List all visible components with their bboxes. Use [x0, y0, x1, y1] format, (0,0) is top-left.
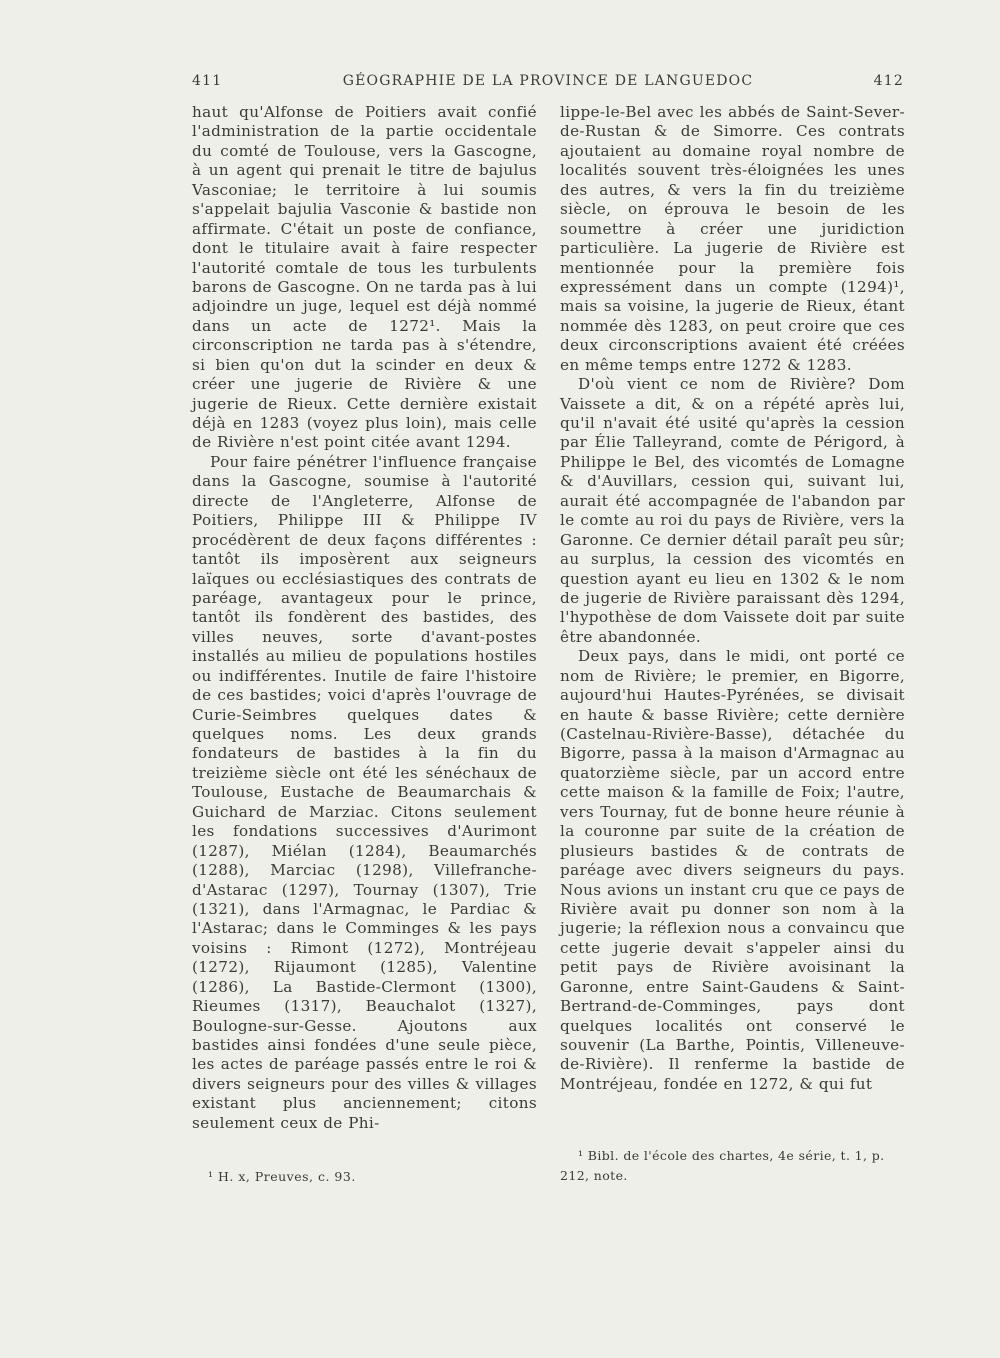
- running-title: GÉOGRAPHIE DE LA PROVINCE DE LANGUEDOC: [342, 73, 754, 89]
- right-footnote-text: ¹ Bibl. de l'école des chartes, 4e série, t. 1, p. 212, note.: [560, 1148, 885, 1183]
- page-number-right: 412: [873, 73, 904, 89]
- left-column: [192, 103, 537, 1133]
- right-footnote: [560, 1146, 905, 1186]
- left-paragraph-2: Pour faire pénétrer l'influence française dans la Gascogne, soumise à l'autorité directe de l'Angleterre, Alfonse de Poitiers, Philippe III & Philippe IV procédèrent de deux façons différentes : tantôt ils imposèrent aux seigneurs laïques ou ecclésiastiques des contrats de paréage, avantageux pour le prince, tantôt ils fondèrent des bastides, des villes neuves, sorte d'avant-postes installés au milieu de populations hostiles ou indifférentes. Inutile de faire l'histoire de ces bastides; voici d'après l'ouvrage de Curie-Seimbres quelques dates & quelques noms. Les deux grands fondateurs de bastides à la fin du treizième siècle ont été les sénéchaux de Toulouse, Eustache de Beaumarchais & Guichard de Marziac. Citons seulement les fondations successives d'Aurimont (1287), Miélan (1284), Beaumarchés (1288), Marciac (1298), Villefranche-d'Astarac (1297), Tournay (1307), Trie (1321), dans l'Armagnac, le Pardiac & l'Astarac; dans le Comminges & les pays voisins : Rimont (1272), Montréjeau (1272), Rijaumont (1285), Valentine (1286), La Bastide-Clermont (1300), Rieumes (1317), Beauchalot (1327), Boulogne-sur-Gesse. Ajoutons aux bastides ainsi fondées d'une seule pièce, les actes de paréage passés entre le roi & divers seigneurs pour des villes & villages existant plus anciennement; citons seulement ceux de Phi-: [192, 452, 537, 1132]
- right-paragraph-2: D'où vient ce nom de Rivière? Dom Vaissete a dit, & on a répété après lui, qu'il n'avait été usité qu'après la cession par Élie Talleyrand, comte de Périgord, à Philippe le Bel, des vicomtés de Lomagne & d'Auvillars, cession qui, suivant lui, aurait été accompagnée de l'abandon par le comte au roi du pays de Rivière, vers la Garonne. Ce dernier détail paraît peu sûr; au surplus, la cession des vicomtés en question ayant eu lieu en 1302 & le nom de jugerie de Rivière paraissant dès 1294, l'hypothèse de dom Vaissete doit par suite être abandonnée.: [560, 375, 905, 646]
- right-paragraph-1: lippe-le-Bel avec les abbés de Saint-Sever-de-Rustan & de Simorre. Ces contrats ajoutaient au domaine royal nombre de localités souvent très-éloignées les unes des autres, & vers la fin du treizième siècle, on éprouva le besoin de les soumettre à créer une juridiction particulière. La jugerie de Rivière est mentionnée pour la première fois expressément dans un compte (1294)¹, mais sa voisine, la jugerie de Rieux, étant nommée dès 1283, on peut croire que ces deux circonscriptions avaient été créées en même temps entre 1272 & 1283.: [560, 103, 905, 374]
- right-column: [560, 103, 905, 1094]
- left-footnote: ¹ H. x, Preuves, c. 93.: [208, 1169, 356, 1184]
- left-paragraph-1: haut qu'Alfonse de Poitiers avait confié l'administration de la partie occidentale du comté de Toulouse, vers la Gascogne, à un agent qui prenait le titre de bajulus Vasconiae; le territoire à lui soumis s'appelait bajulia Vasconie & bastide non affirmate. C'était un poste de confiance, dont le titulaire avait à faire respecter l'autorité comtale de tous les turbulents barons de Gascogne. On ne tarda pas à lui adjoindre un juge, lequel est déjà nommé dans un acte de 1272¹. Mais la circonscription ne tarda pas à s'étendre, si bien qu'on dut la scinder en deux & créer une jugerie de Rivière & une jugerie de Rieux. Cette dernière existait déjà en 1283 (voyez plus loin), mais celle de Rivière n'est point citée avant 1294.: [192, 103, 537, 452]
- right-paragraph-3: Deux pays, dans le midi, ont porté ce nom de Rivière; le premier, en Bigorre, aujourd'hui Hautes-Pyrénées, se divisait en haute & basse Rivière; cette dernière (Castelnau-Rivière-Basse), détachée du Bigorre, passa à la maison d'Armagnac au quatorzième siècle, par un accord entre cette maison & la famille de Foix; l'autre, vers Tournay, fut de bonne heure réunie à la couronne par suite de la création de plusieurs bastides & de contrats de paréage avec divers seigneurs du pays. Nous avions un instant cru que ce pays de Rivière avait pu donner son nom à la jugerie; la réflexion nous a convaincu que cette jugerie devait s'appeler ainsi du petit pays de Rivière avoisinant la Garonne, entre Saint-Gaudens & Saint-Bertrand-de-Comminges, pays dont quelques localités ont conservé le souvenir (La Barthe, Pointis, Villeneuve-de-Rivière). Il renferme la bastide de Montréjeau, fondée en 1272, & qui fut: [560, 647, 905, 1093]
- page-header: [192, 73, 904, 97]
- page-number-left: 411: [192, 73, 223, 89]
